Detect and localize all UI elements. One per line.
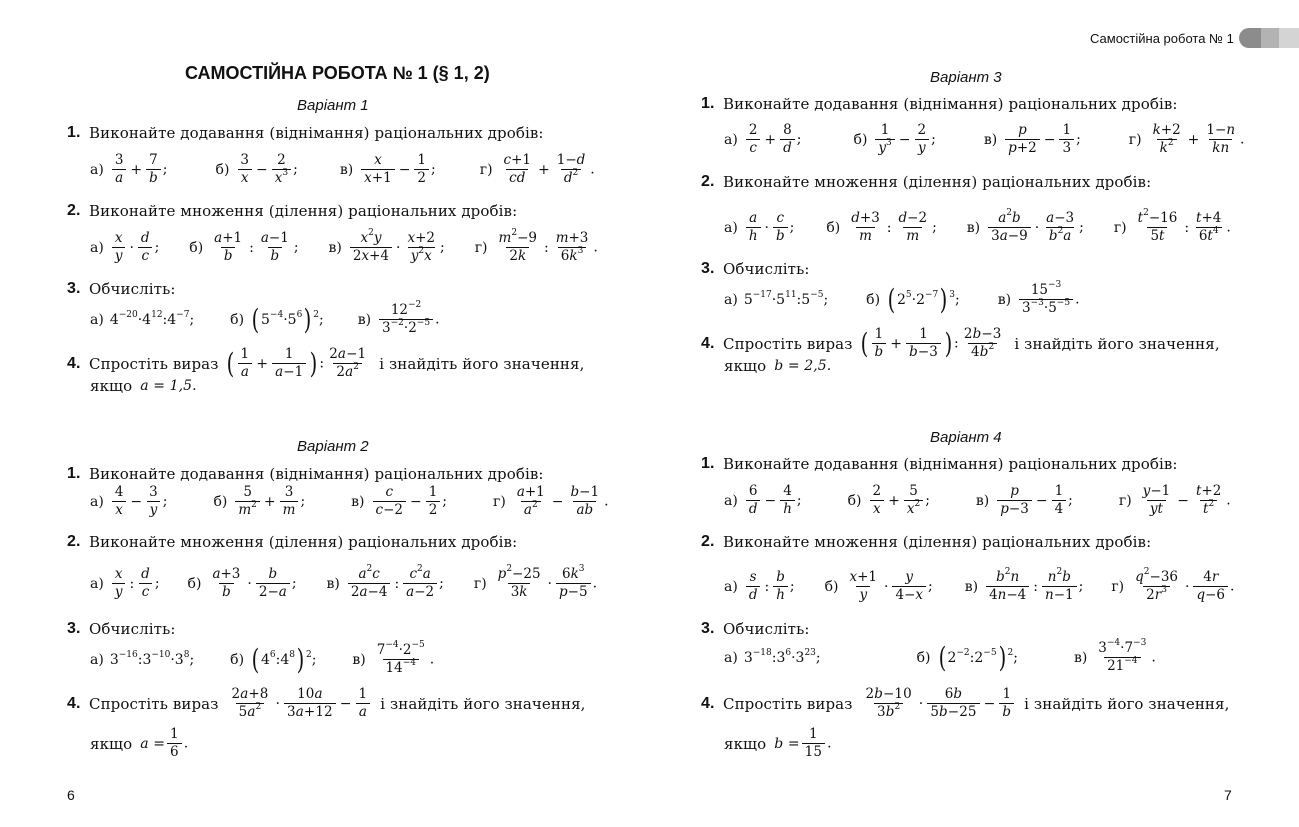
task-number: 4. — [67, 354, 81, 372]
task-text: і знайдіть його значення, — [1014, 334, 1220, 353]
expr: $\frac{m^2-9}{2k}$ : $\frac{m+3}{6k^3}$ . — [498, 228, 598, 264]
task-number: 3. — [701, 620, 715, 637]
v3-task4 — [701, 326, 1220, 361]
label-a: а) — [90, 575, 104, 592]
page-number-right: 7 — [1224, 787, 1232, 803]
task-text: Обчисліть: — [89, 280, 176, 298]
label-v: в) — [983, 131, 998, 148]
expr: $\frac{c}{c-2}$ − $\frac{1}{2}$ ; — [371, 484, 448, 519]
task-text: і знайдіть його значення, — [380, 694, 586, 713]
expr: $\frac{y-1}{yt}$ − $\frac{t+2}{t^2}$ . — [1142, 483, 1231, 517]
v2-task2-exercises — [90, 566, 597, 601]
v3-task2-exercises — [724, 210, 1231, 245]
task-text: якщо — [724, 734, 767, 753]
label-b: б) — [187, 575, 202, 592]
task-text: і знайдіть його значення, — [1024, 694, 1230, 713]
label-b: б) — [826, 219, 841, 236]
label-v: в) — [997, 291, 1012, 308]
v2-task4 — [67, 686, 586, 721]
task-text: Виконайте множення (ділення) раціональних дробів: — [89, 533, 518, 551]
v2-task2 — [67, 533, 517, 551]
task-number: 3. — [67, 620, 81, 637]
expr: $\frac{1}{6}$ . — [165, 726, 188, 761]
label-g: г) — [479, 161, 493, 178]
label-a: а) — [90, 651, 104, 668]
task-number: 1. — [701, 455, 715, 472]
expr: $\frac{p^2-25}{3k}$ · $\frac{6k^3}{p-5}$ . — [497, 564, 598, 600]
v4-task1 — [701, 455, 1178, 473]
expr: ( $2^{-2}:2^{-5}$) $^2$; — [938, 640, 1018, 674]
label-g: г) — [473, 575, 487, 592]
task-text: якщо — [90, 734, 133, 753]
v4-task2-exercises — [724, 569, 1234, 604]
v1-task3 — [67, 280, 176, 298]
task-number: 2. — [701, 173, 715, 190]
expr: $\frac{7^{-4}\cdot 2^{-5}}{14^{-4}}$ . — [376, 640, 435, 676]
task-text: Обчисліть: — [89, 620, 176, 638]
task-text: Спростіть вираз — [723, 694, 853, 713]
task-text: Виконайте додавання (віднімання) раціональних дробів: — [723, 95, 1178, 113]
v1-task1-exercises — [90, 152, 595, 187]
expr: $\frac{q^2-36}{2r^3}$ · $\frac{4r}{q-6}$ . — [1135, 567, 1235, 603]
label-b: б) — [189, 239, 204, 256]
v4-task3 — [701, 620, 810, 638]
label-b: б) — [230, 651, 245, 668]
task-number: 4. — [67, 694, 81, 712]
v4-task3-exercises — [724, 640, 1156, 675]
label-b: б) — [847, 492, 862, 509]
task-text: якщо — [724, 357, 767, 375]
expr: $\frac{1}{15}$ . — [800, 726, 832, 761]
expr: ( $\frac{1}{b}$ + $\frac{1}{b-3}$ ) : $\frac{2b-3}{4b^2}$ — [860, 326, 1002, 360]
label-b: б) — [824, 578, 839, 595]
v4-task4 — [701, 686, 1229, 721]
v2-task1-exercises — [90, 484, 609, 519]
expr: $\frac{c+1}{cd}$ + $\frac{1-d}{d^2}$ . — [503, 152, 595, 186]
expr: $\frac{6}{d}$ − $\frac{4}{h}$ ; — [744, 483, 802, 518]
task-text: Виконайте додавання (віднімання) раціональних дробів: — [723, 455, 1178, 473]
task-text: Виконайте множення (ділення) раціональних дробів: — [89, 202, 518, 220]
expr: $3^{-18}:3^6\cdot 3^{23}$; — [743, 647, 821, 666]
expr: ( $5^{-4}\cdot 5^6$) $^2$; — [251, 302, 324, 336]
v1-task3-exercises — [90, 302, 440, 337]
task-number: 4. — [701, 334, 715, 352]
label-b: б) — [866, 291, 881, 308]
label-v: в) — [339, 161, 354, 178]
expr: $\frac{1}{y^3}$ − $\frac{2}{y}$ ; — [873, 122, 935, 157]
expr: $\frac{p}{p-3}$ − $\frac{1}{4}$ ; — [995, 483, 1073, 518]
task-text: Виконайте множення (ділення) раціональних дробів: — [723, 533, 1152, 551]
label-a: а) — [90, 239, 104, 256]
v2-task3 — [67, 620, 176, 638]
label-a: а) — [724, 578, 738, 595]
expr: ( $\frac{1}{a}$ + $\frac{1}{a-1}$ ) : $\frac{2a-1}{2a^2}$ — [226, 346, 367, 380]
expr: $\frac{2}{x}$ + $\frac{5}{x^2}$ ; — [868, 483, 930, 518]
label-v: в) — [966, 219, 981, 236]
v4-task1-exercises — [724, 483, 1231, 518]
label-b: б) — [853, 131, 868, 148]
label-a: а) — [724, 649, 738, 666]
label-g: г) — [1118, 492, 1132, 509]
task-number: 2. — [701, 533, 715, 550]
expr: $\frac{2b-10}{3b^2}$ · $\frac{6b}{5b-25}$ − $\frac{1}{b}$ — [861, 686, 1017, 721]
expr: $\frac{3^{-4}\cdot 7^{-3}}{21^{-4}}$ . — [1098, 638, 1156, 674]
condition-value: b = — [774, 735, 800, 752]
task-text: Обчисліть: — [723, 620, 810, 638]
condition-value: b = 2,5. — [774, 358, 832, 374]
expr: $5^{-17}\cdot 5^{11}:5^{-5}$; — [743, 289, 829, 308]
right-page — [650, 0, 1299, 827]
expr: $\frac{a^2b}{3a-9}$ · $\frac{a-3}{b^2a}$ ; — [986, 210, 1084, 245]
label-a: а) — [90, 493, 104, 510]
variant-4-heading: Варіант 4 — [930, 429, 1002, 446]
expr: $\frac{3}{x}$ − $\frac{2}{x^3}$ ; — [235, 152, 297, 187]
expr: $4^{-20}\cdot 4^{12}:4^{-7}$; — [109, 309, 195, 328]
label-a: а) — [90, 161, 104, 178]
task-number: 1. — [701, 95, 715, 112]
expr: $\frac{k+2}{k^2}$ + $\frac{1-n}{kn}$ . — [1152, 122, 1245, 156]
label-a: а) — [724, 492, 738, 509]
label-a: а) — [724, 291, 738, 308]
task-text: Виконайте додавання (віднімання) раціональних дробів: — [89, 465, 544, 483]
task-text: Обчисліть: — [723, 260, 810, 278]
v3-task1-exercises — [724, 122, 1244, 157]
header-color-bar — [1239, 28, 1299, 48]
task-text: якщо — [90, 377, 133, 395]
v3-task3 — [701, 260, 810, 278]
expr: $\frac{12^{-2}}{3^{-2}\cdot 2^{-5}}$ . — [377, 302, 440, 337]
expr: $\frac{d+3}{m}$ : $\frac{d-2}{m}$ ; — [851, 210, 937, 244]
task-number: 4. — [701, 694, 715, 712]
expr: ( $2^5\cdot 2^{-7}$) $^3$; — [887, 282, 960, 316]
expr: $\frac{a+3}{b}$ · $\frac{b}{2-a}$ ; — [212, 566, 297, 600]
task-number: 1. — [67, 465, 81, 482]
expr: $3^{-16}:3^{-10}\cdot 3^8$; — [109, 649, 195, 668]
expr: $\frac{2}{c}$ + $\frac{8}{d}$ ; — [744, 122, 802, 157]
v3-task3-exercises — [724, 282, 1080, 317]
label-v: в) — [351, 493, 365, 510]
expr: $\frac{x^2y}{2x+4}$ · $\frac{x+2}{y^2x}$ ; — [348, 230, 445, 265]
running-header: Самостійна робота № 1 — [1090, 31, 1234, 46]
label-v: в) — [352, 651, 366, 668]
expr: $\frac{x+1}{y}$ · $\frac{y}{4-x}$ ; — [849, 569, 933, 603]
expr: $\frac{x}{y}$ : $\frac{d}{c}$ ; — [110, 566, 160, 601]
v1-task4 — [67, 346, 584, 381]
label-a: а) — [724, 219, 738, 236]
v4-task4-condition — [724, 726, 832, 761]
label-g: г) — [1128, 131, 1142, 148]
page-title: САМОСТІЙНА РОБОТА № 1 (§ 1, 2) — [185, 63, 490, 83]
v3-task1 — [701, 95, 1178, 113]
expr: $\frac{t^2-16}{5t}$ : $\frac{t+4}{6t^4}$ . — [1137, 208, 1231, 244]
v2-task4-condition — [90, 726, 188, 761]
label-v: в) — [1073, 649, 1088, 666]
label-b: б) — [213, 493, 228, 510]
task-text: Виконайте додавання (віднімання) раціональних дробів: — [89, 124, 544, 142]
label-a: а) — [724, 131, 738, 148]
label-v: в) — [964, 578, 979, 595]
expr: $\frac{a+1}{b}$ : $\frac{a-1}{b}$ ; — [214, 230, 299, 264]
bar-segment — [1239, 28, 1261, 48]
expr: $\frac{4}{x}$ − $\frac{3}{y}$ ; — [110, 484, 168, 519]
label-a: а) — [90, 311, 104, 328]
v1-task2-exercises — [90, 230, 598, 265]
label-v: в) — [328, 239, 342, 256]
v4-task2 — [701, 533, 1151, 551]
expr: ( $4^6:4^8$) $^2$; — [251, 642, 317, 676]
expr: $\frac{b^2n}{4n-4}$ : $\frac{n^2b}{n-1}$ ; — [984, 569, 1083, 604]
v2-task1 — [67, 465, 544, 483]
expr: $\frac{a}{h}$ · $\frac{c}{b}$ ; — [744, 210, 795, 245]
expr: $\frac{s}{d}$ : $\frac{b}{h}$ ; — [744, 569, 795, 604]
expr: $\frac{3}{a}$ + $\frac{7}{b}$ ; — [110, 152, 168, 187]
label-g: г) — [493, 493, 506, 510]
expr: $\frac{a+1}{a^2}$ − $\frac{b-1}{ab}$ . — [516, 484, 609, 518]
task-number: 1. — [67, 124, 81, 141]
expr: $\frac{15^{-3}}{3^{-3}\cdot 5^{-5}}$ . — [1017, 282, 1080, 317]
variant-2-heading: Варіант 2 — [297, 438, 369, 455]
condition-value: a = 1,5. — [140, 378, 197, 394]
condition-value: a = — [140, 735, 166, 752]
expr: $\frac{p}{p+2}$ − $\frac{1}{3}$ ; — [1003, 122, 1081, 157]
task-text: Спростіть вираз — [89, 354, 219, 373]
task-number: 2. — [67, 533, 81, 550]
task-text: Виконайте множення (ділення) раціональних дробів: — [723, 173, 1152, 191]
task-number: 3. — [67, 280, 81, 297]
label-b: б) — [215, 161, 230, 178]
label-v: в) — [326, 575, 340, 592]
label-g: г) — [1111, 578, 1125, 595]
expr: $\frac{x}{x+1}$ − $\frac{1}{2}$ ; — [359, 152, 436, 187]
bar-segment — [1261, 28, 1279, 48]
label-b: б) — [230, 311, 245, 328]
expr: $\frac{2a+8}{5a^2}$ · $\frac{10a}{3a+12}$ − $\frac{1}{a}$ — [227, 686, 373, 721]
label-b: б) — [916, 649, 931, 666]
task-text: Спростіть вираз — [723, 334, 853, 353]
v3-task2 — [701, 173, 1151, 191]
label-g: г) — [474, 239, 488, 256]
v3-task4-condition — [724, 357, 831, 375]
expr: $\frac{x}{y}$ · $\frac{d}{c}$ ; — [110, 230, 159, 265]
bar-segment — [1279, 28, 1299, 48]
page-number-left: 6 — [67, 787, 75, 803]
v1-task2 — [67, 202, 517, 220]
task-number: 3. — [701, 260, 715, 277]
variant-1-heading: Варіант 1 — [297, 97, 369, 114]
task-text: і знайдіть його значення, — [379, 354, 585, 373]
label-g: г) — [1113, 219, 1127, 236]
task-number: 2. — [67, 202, 81, 219]
variant-3-heading: Варіант 3 — [930, 69, 1002, 86]
expr: $\frac{a^2c}{2a-4}$ : $\frac{c^2a}{a-2}$ ; — [346, 566, 444, 601]
label-v: в) — [357, 311, 372, 328]
v1-task4-condition — [90, 377, 197, 395]
v2-task3-exercises — [90, 642, 434, 677]
task-text: Спростіть вираз — [89, 694, 219, 713]
label-v: в) — [975, 492, 990, 509]
v1-task1 — [67, 124, 544, 142]
expr: $\frac{5}{m^2}$ + $\frac{3}{m}$ ; — [233, 484, 305, 519]
